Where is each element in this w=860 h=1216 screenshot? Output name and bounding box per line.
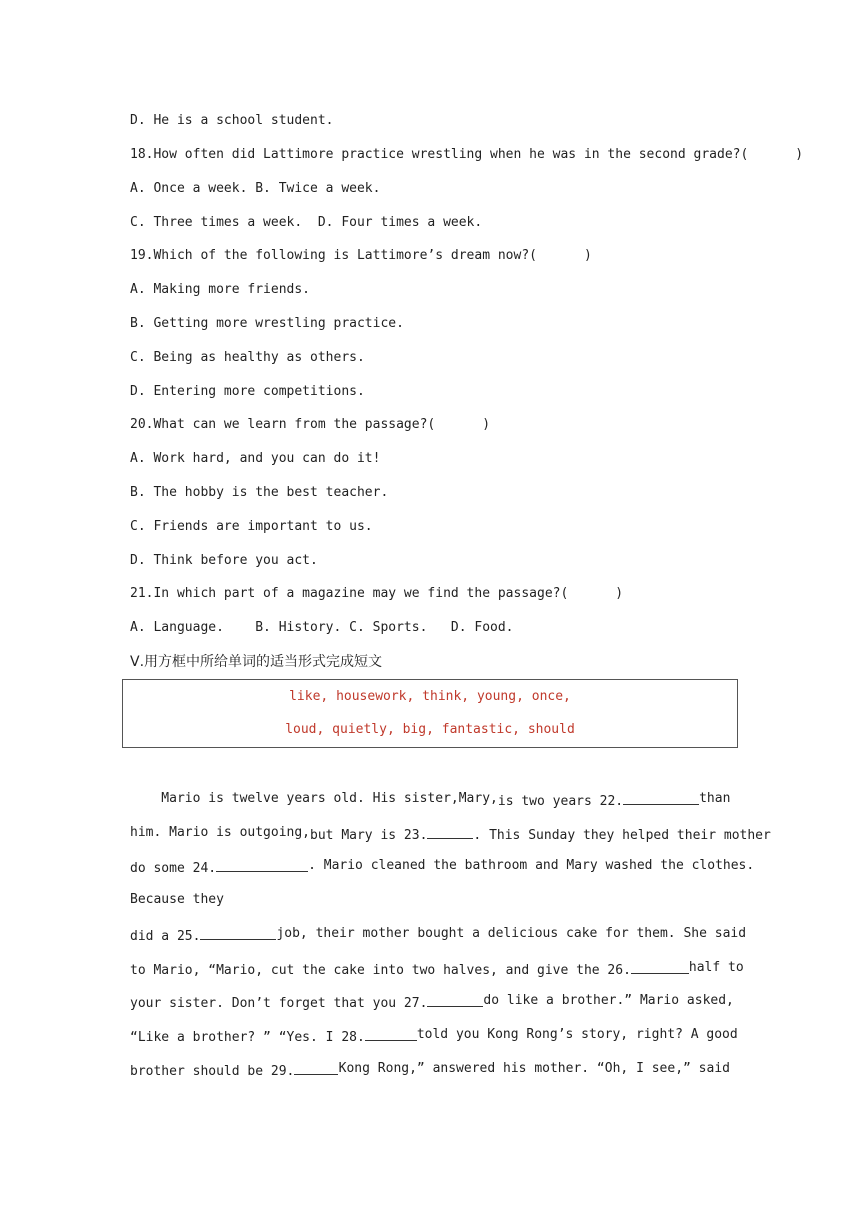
passage-text: do like a brother.” Mario asked, bbox=[483, 993, 734, 1008]
blank-27 bbox=[427, 992, 483, 1007]
section-v-title: Ⅴ.用方框中所给单词的适当形式完成短文 bbox=[130, 654, 383, 670]
passage-text: “Like a brother? ” “Yes. I 28. bbox=[130, 1026, 417, 1047]
blank-24 bbox=[216, 857, 308, 872]
passage-text: Kong Rong,” answered his mother. “Oh, I see,” said bbox=[338, 1061, 730, 1076]
passage-line-3 bbox=[130, 857, 755, 878]
word-box-line-2: loud, quietly, big, fantastic, should bbox=[285, 722, 575, 737]
q17-option-d: D. He is a school student. bbox=[130, 113, 334, 128]
blank-23 bbox=[427, 824, 473, 839]
q19-option-c: C. Being as healthy as others. bbox=[130, 350, 365, 365]
passage-text: than bbox=[699, 791, 731, 806]
blank-25 bbox=[200, 925, 276, 940]
blank-28 bbox=[365, 1026, 417, 1041]
passage-text: to Mario, “Mario, cut the cake into two halves, and give the 26. bbox=[130, 959, 689, 980]
passage-line-9 bbox=[130, 1060, 730, 1081]
word-box-line-1: like, housework, think, young, once, bbox=[289, 689, 571, 704]
q21-options: A. Language. B. History. C. Sports. D. Food. bbox=[130, 620, 514, 635]
passage-text: half to bbox=[688, 960, 744, 975]
passage-text: Because they bbox=[130, 892, 224, 907]
q19-stem: 19.Which of the following is Lattimore’s dream now?( ) bbox=[130, 248, 592, 263]
passage-line-2 bbox=[130, 824, 771, 845]
passage-line-4 bbox=[130, 891, 730, 909]
passage-text: Mary, bbox=[458, 791, 498, 806]
q20-stem: 20.What can we learn from the passage?( ) bbox=[130, 417, 491, 432]
passage-text: but Mary is 23. . This Sunday they helped their mother bbox=[310, 824, 771, 845]
word-box bbox=[122, 679, 738, 748]
passage-text: is two years 22. bbox=[498, 790, 699, 811]
passage-line-1 bbox=[130, 790, 730, 811]
passage-text: him. Mario is outgoing, bbox=[130, 825, 311, 840]
q18-stem: 18.How often did Lattimore practice wrestling when he was in the second grade?( ) bbox=[130, 147, 804, 162]
passage-text: Mario is twelve years old. His sister, bbox=[130, 791, 459, 806]
passage-line-5 bbox=[130, 925, 747, 946]
q20-option-b: B. The hobby is the best teacher. bbox=[130, 485, 389, 500]
passage-text: did a 25. bbox=[130, 925, 276, 946]
q19-option-b: B. Getting more wrestling practice. bbox=[130, 316, 404, 331]
passage-text: your sister. Don’t forget that you 27. bbox=[130, 992, 483, 1013]
q18-options-cd: C. Three times a week. D. Four times a week. bbox=[130, 215, 483, 230]
blank-22 bbox=[623, 790, 699, 805]
passage-text: do some 24. bbox=[130, 857, 308, 878]
q20-option-a: A. Work hard, and you can do it! bbox=[130, 451, 381, 466]
blank-26 bbox=[631, 959, 689, 974]
q18-options-ab: A. Once a week. B. Twice a week. bbox=[130, 181, 381, 196]
passage-line-8 bbox=[130, 1026, 738, 1047]
blank-29 bbox=[294, 1060, 338, 1075]
q21-stem: 21.In which part of a magazine may we find the passage?( ) bbox=[130, 586, 624, 601]
q20-option-d: D. Think before you act. bbox=[130, 553, 318, 568]
passage-text: brother should be 29. bbox=[130, 1060, 338, 1081]
passage-line-6 bbox=[130, 959, 744, 980]
q19-option-d: D. Entering more competitions. bbox=[130, 384, 365, 399]
passage-text: told you Kong Rong’s story, right? A good bbox=[416, 1027, 738, 1042]
passage-text: job, their mother bought a delicious cake for them. She said bbox=[276, 926, 747, 941]
passage-text: . Mario cleaned the bathroom and Mary washed the clothes. bbox=[308, 858, 755, 873]
passage-line-7 bbox=[130, 992, 734, 1013]
q19-option-a: A. Making more friends. bbox=[130, 282, 311, 297]
q20-option-c: C. Friends are important to us. bbox=[130, 519, 373, 534]
